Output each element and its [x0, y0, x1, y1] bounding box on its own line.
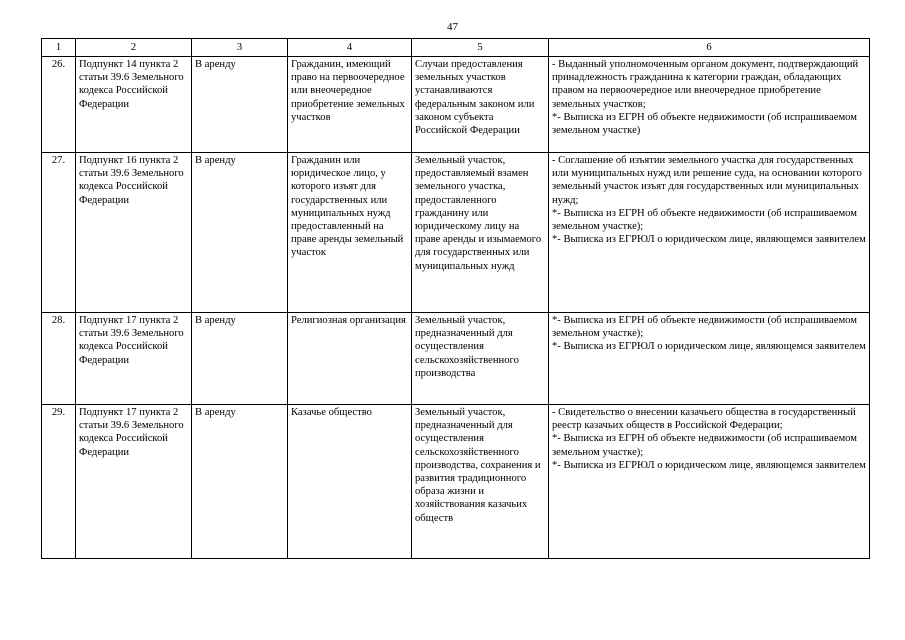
document-item: *- Выписка из ЕГРЮЛ о юридическом лице, являющемся заявителем — [552, 459, 866, 471]
legal-basis-cell: Подпункт 16 пункта 2 статьи 39.6 Земельного кодекса Российской Федерации — [76, 153, 192, 313]
row-number: 27. — [42, 153, 76, 313]
column-header-1: 1 — [42, 39, 76, 57]
applicant-cell: Религиозная организация — [288, 313, 412, 405]
table-row — [42, 405, 870, 559]
column-number-row — [42, 39, 870, 57]
column-header-6: 6 — [549, 39, 870, 57]
documents-cell — [549, 405, 870, 559]
table-row — [42, 313, 870, 405]
land-plot-cell: Земельный участок, предназначенный для осуществления сельскохозяйственного производства, сохранения и развития традиционного образа жизни и хозяйствования казачьих обществ — [412, 405, 549, 559]
document-item: - Выданный уполномоченным органом документ, подтверждающий принадлежность гражданина к категории граждан, обладающих правом на первоочередное или внеочередное приобретение земельных участков; — [552, 59, 859, 110]
table-row — [42, 57, 870, 153]
document-item: *- Выписка из ЕГРН об объекте недвижимости (об испрашиваемом земельном участке) — [552, 111, 857, 137]
documents-cell — [549, 313, 870, 405]
column-header-4: 4 — [288, 39, 412, 57]
page-number: 47 — [447, 21, 458, 33]
right-type-cell: В аренду — [192, 313, 288, 405]
documents-cell — [549, 153, 870, 313]
document-item: *- Выписка из ЕГРН об объекте недвижимости (об испрашиваемом земельном участке); — [552, 315, 857, 340]
document-item: *- Выписка из ЕГРН об объекте недвижимости (об испрашиваемом земельном участке); — [552, 433, 857, 458]
row-number: 26. — [42, 57, 76, 153]
row-number: 28. — [42, 313, 76, 405]
land-plot-cell: Земельный участок, предназначенный для осуществления сельскохозяйственного производства — [412, 313, 549, 405]
document-item: *- Выписка из ЕГРН об объекте недвижимости (об испрашиваемом земельном участке); — [552, 207, 857, 233]
legal-basis-cell: Подпункт 17 пункта 2 статьи 39.6 Земельного кодекса Российской Федерации — [76, 313, 192, 405]
column-header-3: 3 — [192, 39, 288, 57]
applicant-cell: Гражданин или юридическое лицо, у которого изъят для государственных или муниципальных нужд предоставленный на праве аренды земельный участок — [288, 153, 412, 313]
right-type-cell: В аренду — [192, 405, 288, 559]
documents-cell — [549, 57, 870, 153]
land-plot-cell: Случаи предоставления земельных участков устанавливаются федеральным законом или законом субъекта Российской Федерации — [412, 57, 549, 153]
applicant-cell: Гражданин, имеющий право на первоочередное или внеочередное приобретение земельных участков — [288, 57, 412, 153]
column-header-2: 2 — [76, 39, 192, 57]
column-header-5: 5 — [412, 39, 549, 57]
applicant-cell: Казачье общество — [288, 405, 412, 559]
document-item: - Свидетельство о внесении казачьего общества в государственный реестр казачьих обществ в Российской Федерации; — [552, 407, 856, 432]
land-provision-table — [41, 38, 870, 559]
document-item: *- Выписка из ЕГРЮЛ о юридическом лице, являющемся заявителем — [552, 234, 866, 246]
right-type-cell: В аренду — [192, 153, 288, 313]
table-row — [42, 153, 870, 313]
document-item: - Соглашение об изъятии земельного участка для государственных или муниципальных нужд или решение суда, на основании которого земельный участок изъят для государственных или муниципальных нужд; — [552, 155, 862, 206]
land-plot-cell: Земельный участок, предоставляемый взамен земельного участка, предоставленного гражданину или юридическому лицу на праве аренды и изымаемого для государственных или муниципальных нужд — [412, 153, 549, 313]
row-number: 29. — [42, 405, 76, 559]
legal-basis-cell: Подпункт 14 пункта 2 статьи 39.6 Земельного кодекса Российской Федерации — [76, 57, 192, 153]
document-item: *- Выписка из ЕГРЮЛ о юридическом лице, являющемся заявителем — [552, 341, 866, 353]
legal-basis-cell: Подпункт 17 пункта 2 статьи 39.6 Земельного кодекса Российской Федерации — [76, 405, 192, 559]
right-type-cell: В аренду — [192, 57, 288, 153]
